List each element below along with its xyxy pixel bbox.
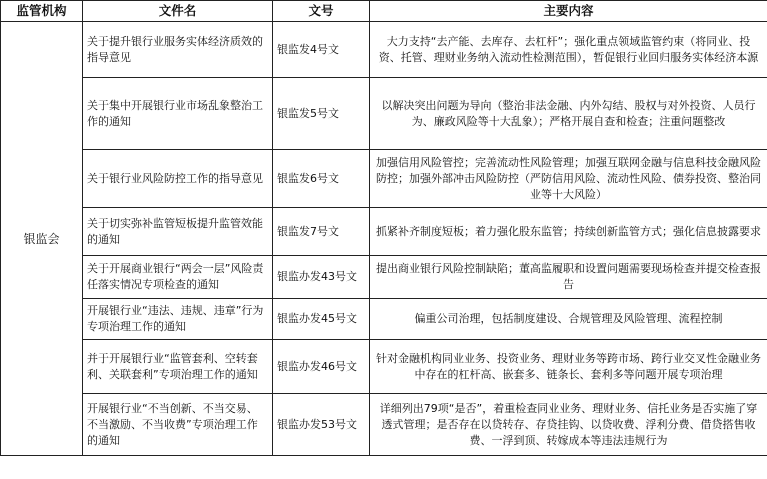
content-cell: 抓紧补齐制度短板；着力强化股东监管；持续创新监管方式；强化信息披露要求: [370, 208, 767, 256]
table-row: [1, 22, 767, 78]
doc-number-cell: 银监发4号文: [273, 22, 370, 78]
file-name-cell: 关于集中开展银行业市场乱象整治工作的通知: [83, 78, 273, 150]
content-cell: 加强信用风险管控；完善流动性风险管理；加强互联网金融与信息科技金融风险防控；加强外部冲击风险防控（严防信用风险、流动性风险、债券投资、整治同业等十大风险）: [370, 150, 767, 208]
content-cell: 大力支持“去产能、去库存、去杠杆”；强化重点领域监管约束（将同业、投资、托管、理财业务纳入流动性检测范围），暂促银行业回归服务实体经济本源: [370, 22, 767, 78]
file-name-cell: 关于开展商业银行“两会一层”风险责任落实情况专项检查的通知: [83, 256, 273, 299]
doc-number-cell: 银监办发53号文: [273, 394, 370, 456]
table-row: [1, 394, 767, 456]
doc-number-cell: 银监发5号文: [273, 78, 370, 150]
doc-number-cell: 银监发6号文: [273, 150, 370, 208]
header-file-name: 文件名: [83, 1, 273, 22]
file-name-cell: 关于提升银行业服务实体经济质效的指导意见: [83, 22, 273, 78]
header-doc-number: 文号: [273, 1, 370, 22]
file-name-cell: 关于银行业风险防控工作的指导意见: [83, 150, 273, 208]
table-row: [1, 150, 767, 208]
table-row: [1, 340, 767, 394]
table-row: [1, 256, 767, 299]
content-cell: 针对金融机构同业业务、投资业务、理财业务等跨市场、跨行业交叉性金融业务中存在的杠杆高、嵌套多、链条长、套利多等问题开展专项治理: [370, 340, 767, 394]
doc-number-cell: 银监办发45号文: [273, 299, 370, 340]
file-name-cell: 开展银行业“违法、违规、违章”行为专项治理工作的通知: [83, 299, 273, 340]
file-name-cell: 开展银行业“不当创新、不当交易、不当激励、不当收费”专项治理工作的通知: [83, 394, 273, 456]
table-row: [1, 78, 767, 150]
table-row: [1, 208, 767, 256]
header-main-content: 主要内容: [370, 1, 767, 22]
doc-number-cell: 银监办发43号文: [273, 256, 370, 299]
doc-number-cell: 银监办发46号文: [273, 340, 370, 394]
header-regulator: 监管机构: [1, 1, 83, 22]
file-name-cell: 并于开展银行业“监管套利、空转套利、关联套利”专项治理工作的通知: [83, 340, 273, 394]
doc-number-cell: 银监发7号文: [273, 208, 370, 256]
content-cell: 详细列出79项“是否”，着重检查同业业务、理财业务、信托业务是否实施了穿透式管理；是否存在以贷转存、存贷挂钩、以贷收费、浮利分费、借贷搭售收费、一浮到顶、转嫁成本等违法违规行为: [370, 394, 767, 456]
table-row: [1, 299, 767, 340]
file-name-cell: 关于切实弥补监管短板提升监管效能的通知: [83, 208, 273, 256]
content-cell: 提出商业银行风险控制缺陷；董高监履职和设置问题需要现场检查并提交检查报告: [370, 256, 767, 299]
regulator-cell: 银监会: [1, 22, 83, 456]
header-row: [1, 1, 767, 22]
content-cell: 偏重公司治理，包括制度建设、合规管理及风险管理、流程控制: [370, 299, 767, 340]
content-cell: 以解决突出问题为导向（整治非法金融、内外勾结、股权与对外投资、人员行为、廉政风险等十大乱象）；严格开展自查和检查；注重问题整改: [370, 78, 767, 150]
